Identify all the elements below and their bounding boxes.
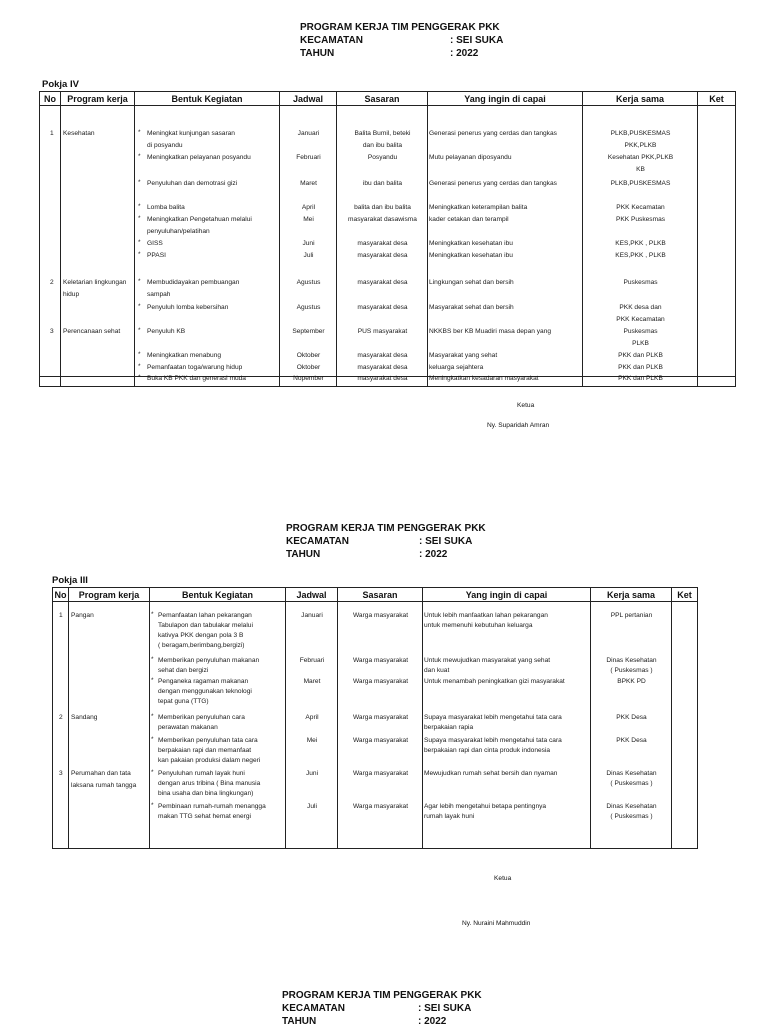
jadwal-item: Maret [303, 678, 321, 685]
sasaran-item: ibu dan balita [362, 180, 403, 187]
kegiatan-item: Lomba balita [147, 204, 185, 211]
jadwal-item: Oktober [296, 352, 321, 359]
kerjasama-item: PLKB,PUSKESMAS [610, 130, 671, 137]
jadwal-item: April [305, 714, 319, 721]
doc1-kecamatan-value: : SEI SUKA [450, 35, 504, 46]
kegiatan-item: dengan menggunakan teknologi [158, 688, 252, 695]
col-header-ket: Ket [672, 588, 698, 602]
capai-item: berpakaian rapi dan cinta produk indonesia [424, 747, 551, 754]
doc1-jadwal-cell [280, 106, 337, 382]
jadwal-item: Agustus [296, 279, 321, 286]
kegiatan-item: Pembinaan rumah-rumah menangga [158, 803, 266, 810]
doc2-no-2: 2 [59, 714, 63, 721]
kerjasama-item: KES,PKK , PLKB [615, 240, 666, 247]
col-header-kerjasama: Kerja sama [591, 588, 672, 602]
doc3-tahun-value: : 2022 [418, 1016, 447, 1027]
col-header-jadwal: Jadwal [280, 92, 337, 106]
kerjasama-item: PKK desa dan [619, 304, 662, 311]
kerjasama-item: ( Puskesmas ) [610, 667, 653, 674]
doc2-kecamatan-label: KECAMATAN [286, 536, 349, 547]
kegiatan-item: Penyuluhan dan demotrasi gizi [147, 180, 238, 187]
kegiatan-item: Memberikan penyuluhan makanan [158, 657, 260, 664]
doc1-table [39, 91, 736, 387]
capai-item: Meningkatkan kesehatan ibu [429, 240, 513, 247]
doc3-header [282, 989, 482, 1028]
doc2-tahun-value: : 2022 [419, 549, 448, 560]
doc2-sasaran-cell [338, 602, 423, 849]
doc1-tahun-value: : 2022 [450, 48, 479, 59]
capai-item: rumah layak huni [424, 813, 475, 820]
kerjasama-item: Puskesmas [623, 328, 658, 335]
doc1-pokja: Pokja IV [42, 79, 79, 90]
kegiatan-item: sehat dan bergizi [158, 667, 209, 674]
kegiatan-item: perawatan makanan [158, 724, 218, 731]
capai-item: Masyarakat yang sehat [429, 352, 498, 359]
kerjasama-item: PKK Desa [616, 714, 647, 721]
kerjasama-item: Kesehatan PKK,PLKB [607, 154, 674, 161]
doc1-kerjasama-cell [583, 106, 698, 382]
kegiatan-item: Penyuluh KB [147, 328, 186, 335]
kerjasama-item: KES,PKK , PLKB [615, 252, 666, 259]
doc1-kecamatan-label: KECAMATAN [300, 35, 363, 46]
kegiatan-item: kan pakaian produksi dalam negeri [158, 757, 261, 764]
doc1-sasaran-cell [337, 106, 428, 382]
sasaran-item: PUS masyarakat [357, 328, 408, 335]
jadwal-item: Mei [303, 216, 314, 223]
doc1-no-3: 3 [50, 328, 54, 335]
kegiatan-item: Penganeka ragaman makanan [158, 678, 249, 685]
doc3-kecamatan-value: : SEI SUKA [418, 1003, 472, 1014]
col-header-kerjasama: Kerja sama [583, 92, 698, 106]
sasaran-item: Warga masyarakat [352, 737, 409, 744]
col-header-capai: Yang ingin di capai [428, 92, 583, 106]
sasaran-item: masyarakat desa [357, 279, 408, 286]
kegiatan-item: Tabulapon dan tabulakar melalui [158, 622, 253, 629]
doc2-jadwal-cell [286, 602, 338, 849]
sasaran-item: masyarakat desa [357, 352, 408, 359]
kerjasama-item: BPKK PD [617, 678, 646, 685]
doc2-no-cell [53, 602, 69, 849]
kegiatan-item: Membudidayakan pembuangan [147, 279, 240, 286]
kegiatan-item: GISS [147, 240, 163, 247]
capai-item: untuk memenuhi kebutuhan keluarga [424, 622, 533, 629]
kerjasama-item: KB [636, 166, 645, 173]
kegiatan-item: Meningkat kunjungan sasaran [147, 130, 235, 137]
doc1-header-row [40, 92, 736, 106]
kegiatan-item: ( beragam,berimbang,bergizi) [158, 642, 245, 649]
kerjasama-item: PKK Kecamatan [616, 204, 665, 211]
doc1-header [300, 21, 503, 60]
doc1-kegiatan-cell: * Meningkat kunjungan sasaran di posyandu * Meningkatkan pelayanan posyandu * Penyuluhan dan demotrasi gizi * Lomba balita * Meningkatkan Pengetahuan melalui penyuluhan/pelatihan * GISS * PPASI * Membudidayakan pembuangan sampah * Penyuluh lomba kebersihan * Penyuluh KB * Meningkatkan menabung * Pemanfaatan toga/warung hidup * Buka KB PKK dan generasi muda [135, 106, 280, 377]
doc1-title: PROGRAM KERJA TIM PENGGERAK PKK [300, 22, 500, 33]
kegiatan-item: penyuluhan/pelatihan [147, 228, 210, 235]
doc2-no-3: 3 [59, 770, 63, 777]
doc1-no-cell [40, 106, 61, 377]
sasaran-item: balita dan ibu balita [354, 204, 411, 211]
doc1-empty-row [40, 377, 736, 387]
kegiatan-item: Pemanfaatan lahan pekarangan [158, 612, 252, 619]
doc2-capai-cell [423, 602, 591, 849]
kerjasama-item: PKK dan PLKB [618, 375, 663, 382]
kerjasama-item: Puskesmas [623, 279, 658, 286]
doc2-table [52, 587, 698, 849]
sasaran-item: masyarakat desa [357, 240, 408, 247]
doc3-tahun-label: TAHUN [282, 1016, 317, 1027]
kegiatan-item: Memberikan penyuluhan cara [158, 714, 245, 721]
sasaran-item: masyarakat dasawisma [348, 216, 417, 223]
kegiatan-item: tepat guna (TTG) [158, 698, 209, 705]
doc2-program-sandang: Sandang [71, 714, 98, 721]
kegiatan-item: PPASI [147, 252, 166, 259]
jadwal-item: Mei [306, 737, 318, 744]
jadwal-item: Juni [305, 770, 319, 777]
sasaran-item: Warga masyarakat [352, 678, 409, 685]
kegiatan-item: Meningkatkan menabung [147, 352, 222, 359]
sasaran-item: Posyandu [367, 154, 398, 161]
jadwal-item: Februari [299, 657, 325, 664]
col-header-no: No [54, 589, 67, 600]
doc1-program-lingkungan: Keletarian lingkungan [63, 279, 127, 286]
jadwal-item: Maret [300, 180, 317, 187]
col-header-jadwal: Jadwal [286, 588, 338, 602]
jadwal-item: Juli [307, 803, 317, 810]
col-header-sasaran: Sasaran [337, 92, 428, 106]
doc2-body-row [53, 602, 698, 849]
col-header-sasaran: Sasaran [338, 588, 423, 602]
capai-item: Supaya masyarakat lebih mengetahui tata cara [424, 714, 562, 721]
sasaran-item: Warga masyarakat [352, 612, 409, 619]
capai-item: dan kuat [424, 667, 450, 674]
kegiatan-item: di posyandu [147, 142, 183, 149]
capai-item: keluarga sejahtera [429, 364, 484, 371]
kegiatan-item: kativya PKK dengan pola 3 B [158, 632, 244, 639]
jadwal-item: Agustus [296, 304, 321, 311]
kegiatan-item: Meningkatkan pelayanan posyandu [147, 154, 251, 161]
kegiatan-item: sampah [147, 291, 171, 298]
jadwal-item: Januari [297, 130, 320, 137]
jadwal-item: September [292, 328, 325, 335]
sasaran-item: dan ibu balita [362, 142, 403, 149]
doc2-title: PROGRAM KERJA TIM PENGGERAK PKK [286, 523, 486, 534]
doc1-ketua-label: Ketua [517, 402, 535, 409]
sasaran-item: Warga masyarakat [352, 803, 409, 810]
kegiatan-item: Meningkatkan Pengetahuan melalui [147, 216, 252, 223]
doc2-program-cell [69, 602, 150, 849]
doc1-body-row [40, 106, 736, 377]
jadwal-item: Nopember [293, 375, 324, 382]
sasaran-item: masyarakat desa [357, 304, 408, 311]
capai-item: Untuk mewujudkan masyarakat yang sehat [424, 657, 551, 664]
doc2-kecamatan-value: : SEI SUKA [419, 536, 473, 547]
capai-item: NKKBS ber KB Muadiri masa depan yang [429, 328, 552, 335]
kerjasama-item: PKK dan PLKB [618, 364, 663, 371]
doc2-program-laksana: laksana rumah tangga [71, 782, 137, 789]
doc1-program-hidup: hidup [63, 291, 80, 298]
doc2-program-pangan: Pangan [71, 612, 94, 619]
capai-item: Untuk lebih manfaatkan lahan pekarangan [424, 612, 548, 619]
doc1-no-1: 1 [50, 130, 54, 137]
sasaran-item: masyarakat desa [357, 364, 408, 371]
doc1-program-kesehatan: Kesehatan [63, 130, 95, 137]
doc2-kerjasama-cell [591, 602, 672, 849]
jadwal-item: Juli [303, 252, 314, 259]
doc2-ketua-name: Ny. Nuraini Mahmuddin [462, 920, 531, 927]
capai-item: berpakaian rapia [424, 724, 474, 731]
doc2-no-1: 1 [59, 612, 63, 619]
sasaran-item: Balita Bumil, beteki [354, 130, 411, 137]
col-header-program: Program kerja [69, 588, 150, 602]
capai-item: Mewujudkan rumah sehat bersih dan nyaman [424, 770, 558, 777]
kerjasama-item: PKK,PLKB [624, 142, 657, 149]
doc2-ketua-label: Ketua [494, 875, 512, 882]
kerjasama-item: ( Puskesmas ) [610, 780, 653, 787]
kegiatan-item: Penyuluh lomba kebersihan [147, 304, 229, 311]
capai-item: Meningkatkan kesehatan ibu [429, 252, 513, 259]
kerjasama-item: PKK Kecamatan [616, 316, 665, 323]
col-header-no: No [40, 92, 61, 106]
col-header-capai: Yang ingin di capai [423, 588, 591, 602]
doc2-tahun-label: TAHUN [286, 549, 321, 560]
doc2-program-perumahan: Perumahan dan tata [71, 770, 131, 777]
kegiatan-item: Penyuluhan rumah layak huni [158, 770, 245, 777]
col-header-program: Program kerja [61, 92, 135, 106]
sasaran-item: Warga masyarakat [352, 657, 409, 664]
kegiatan-item: bina usaha dan bina lingkungan) [158, 790, 254, 797]
kerjasama-item: PPL pertanian [610, 612, 653, 619]
sasaran-item: Warga masyarakat [352, 714, 409, 721]
jadwal-item: Februari [296, 154, 321, 161]
kerjasama-item: PLKB [632, 340, 649, 347]
col-header-kegiatan: Bentuk Kegiatan [135, 92, 280, 106]
kegiatan-item: makan TTG sehat hemat energi [158, 813, 251, 820]
kegiatan-item: dengan arus tribina ( Bina manusia [158, 780, 261, 787]
capai-item: Generasi penerus yang cerdas dan tangkas [429, 130, 557, 137]
capai-item: Meningkatkan kesadaran masyarakat [429, 375, 539, 382]
kerjasama-item: Dinas Kesehatan [606, 803, 657, 810]
sasaran-item: masyarakat desa [357, 375, 408, 382]
doc1-program-cell [61, 106, 135, 377]
doc2-pokja: Pokja III [52, 575, 88, 586]
capai-item: Masyarakat sehat dan bersih [429, 304, 514, 311]
doc2-header [286, 522, 486, 561]
kegiatan-item: berpakaian rapi dan memanfaat [158, 747, 252, 754]
kegiatan-item: Buka KB PKK dan generasi muda [147, 375, 246, 382]
capai-item: Generasi penerus yang cerdas dan tangkas [429, 180, 557, 187]
col-header-ket: Ket [698, 92, 736, 106]
doc1-ket-cell [698, 106, 736, 377]
doc1-ketua-name: Ny. Suparidah Amran [487, 422, 550, 429]
capai-item: Supaya masyarakat lebih mengetahui tata cara [424, 737, 562, 744]
capai-item: Mutu pelayanan diposyandu [429, 154, 512, 161]
col-header-kegiatan: Bentuk Kegiatan [150, 588, 286, 602]
kerjasama-item: ( Puskesmas ) [610, 813, 653, 820]
doc2-ket-cell [672, 602, 698, 849]
jadwal-item: Oktober [296, 364, 321, 371]
jadwal-item: Juni [302, 240, 315, 247]
kerjasama-item: Dinas Kesehatan [606, 770, 657, 777]
capai-item: Untuk menambah peningkatkan gizi masyarakat [424, 678, 565, 685]
capai-item: Meningkatkan keterampilan balita [429, 204, 528, 211]
kerjasama-item: Dinas Kesehatan [606, 657, 657, 664]
doc2-header-row [53, 588, 698, 602]
kerjasama-item: PKK Puskesmas [615, 216, 666, 223]
doc1-capai-cell [428, 106, 583, 382]
sasaran-item: Warga masyarakat [352, 770, 409, 777]
capai-item: Agar lebih mengetahui betapa pentingnya [424, 803, 547, 810]
capai-item: kader cetakan dan terampil [429, 216, 509, 223]
doc2-kegiatan-cell: * Pemanfaatan lahan pekarangan Tabulapon dan tabulakar melalui kativya PKK dengan pola 3 B ( beragam,berimbang,bergizi) * Memberikan penyuluhan makanan sehat dan bergizi * Penganeka ragaman makanan dengan menggunakan teknologi tepat guna (TTG) * Memberikan penyuluhan cara perawatan makanan * Memberikan penyuluhan tata cara berpakaian rapi dan memanfaat kan pakaian produksi dalam negeri * Penyuluhan rumah layak huni dengan arus tribina ( Bina manusia bina usaha dan bina lingkungan) * Pembinaan rumah-rumah menangga makan TTG sehat hemat energi [150, 602, 286, 849]
doc3-title: PROGRAM KERJA TIM PENGGERAK PKK [282, 990, 482, 1001]
jadwal-item: April [301, 204, 316, 211]
jadwal-item: Januari [301, 612, 323, 619]
doc1-tahun-label: TAHUN [300, 48, 335, 59]
sasaran-item: masyarakat desa [357, 252, 408, 259]
kerjasama-item: PKK Desa [616, 737, 647, 744]
kegiatan-item: Memberikan penyuluhan tata cara [158, 737, 258, 744]
capai-item: Lingkungan sehat dan bersih [429, 279, 514, 286]
kerjasama-item: PLKB,PUSKESMAS [610, 180, 671, 187]
doc1-no-2: 2 [50, 279, 54, 286]
kerjasama-item: PKK dan PLKB [618, 352, 663, 359]
doc3-kecamatan-label: KECAMATAN [282, 1003, 345, 1014]
doc1-program-perencanaan: Perencanaan sehat [63, 328, 121, 335]
kegiatan-item: Pemanfaatan toga/warung hidup [147, 364, 243, 371]
